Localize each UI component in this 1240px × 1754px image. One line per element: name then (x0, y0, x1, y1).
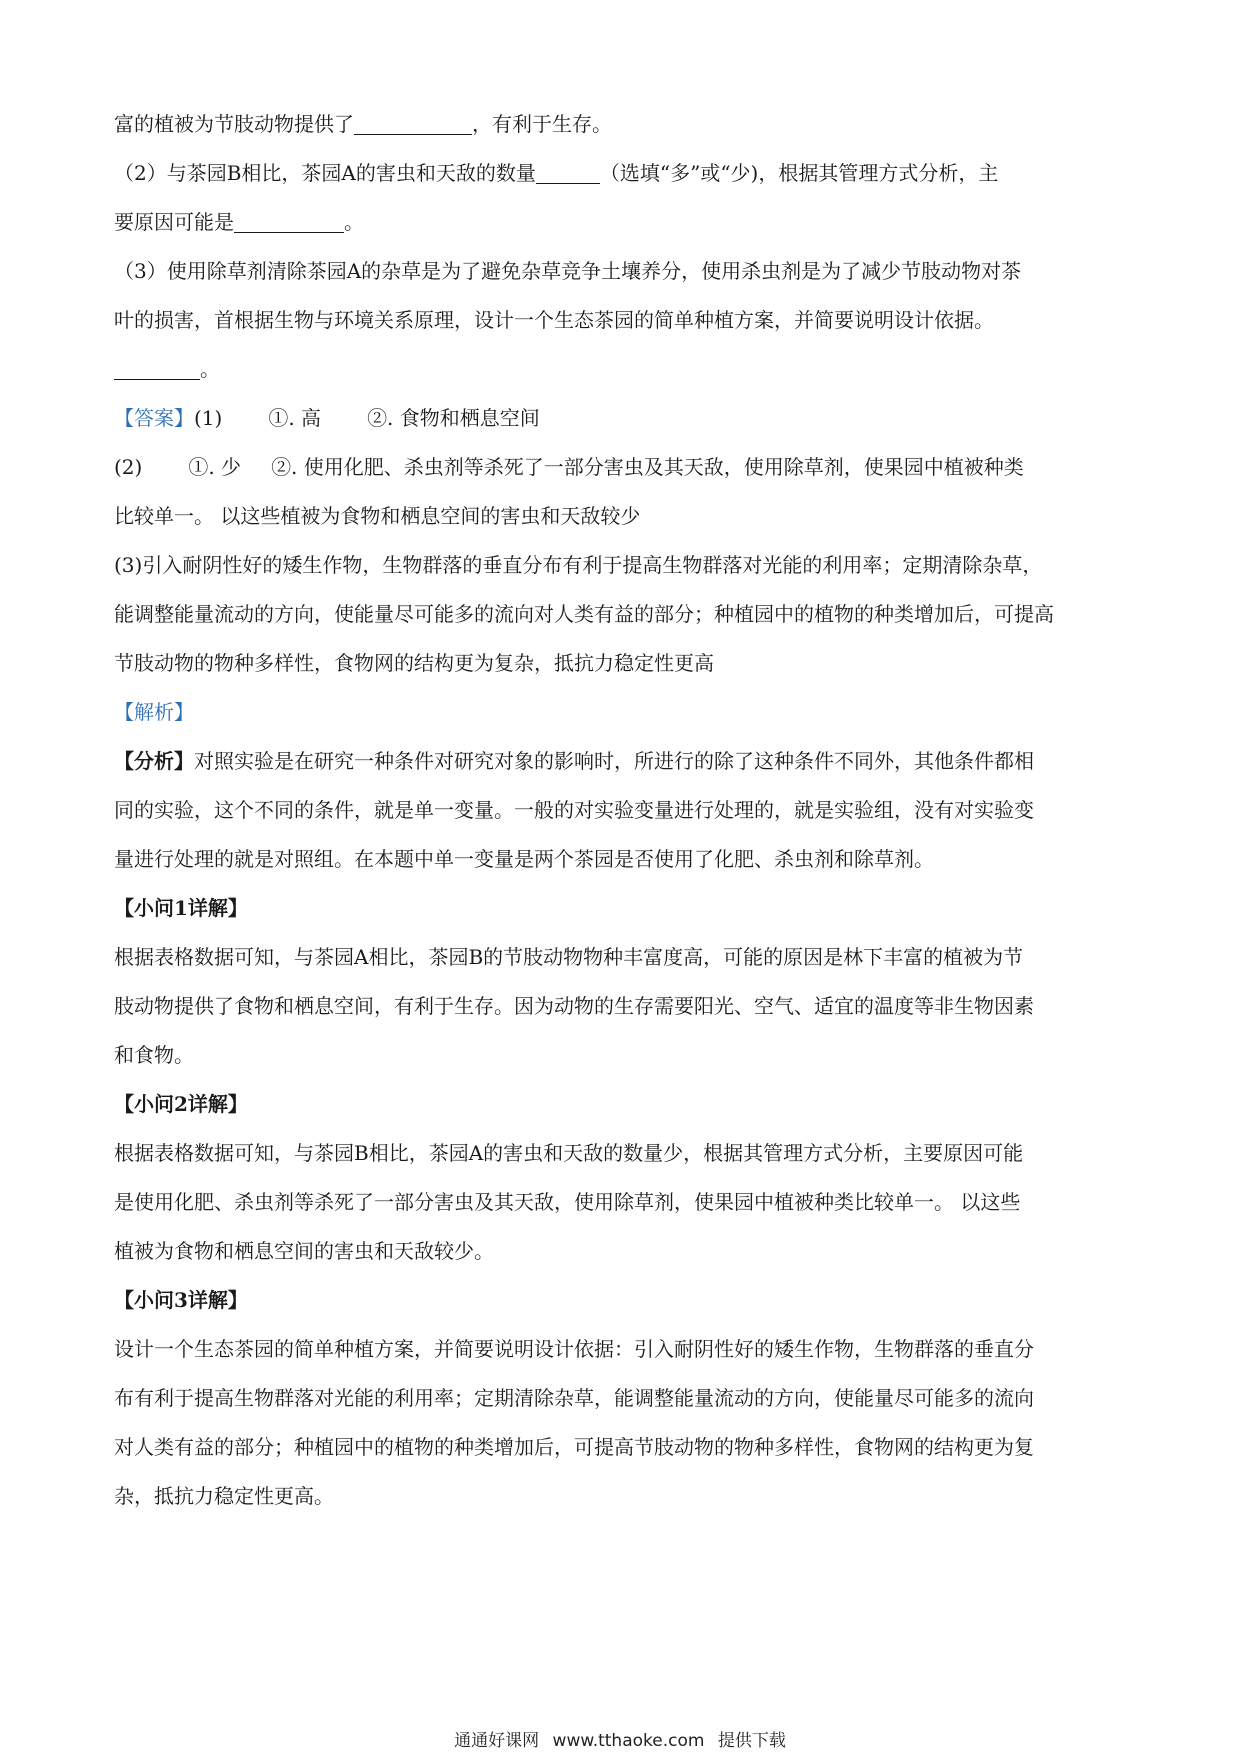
question-2-line-1 (114, 149, 1134, 198)
subquestion-2-line-2 (114, 1178, 1134, 1227)
answer-text: 比较单一。 以这些植被为食物和栖息空间的害虫和天敌较少 (114, 504, 641, 528)
answer-line-1 (114, 394, 1134, 443)
answer-line-3 (114, 492, 1134, 541)
fenxi-label: 【分析】 (114, 749, 194, 773)
question-3-line-1 (114, 247, 1134, 296)
section-label: 【小问3详解】 (114, 1288, 248, 1312)
section-label: 【小问2详解】 (114, 1092, 248, 1116)
analysis-text: 同的实验，这个不同的条件，就是单一变量。一般的对实验变量进行处理的，就是实验组，没有对实验变 (114, 798, 1034, 822)
subquestion-3-line-4 (114, 1472, 1134, 1521)
question-text: 。 (344, 210, 364, 234)
analysis-text: 植被为食物和栖息空间的害虫和天敌较少。 (114, 1239, 494, 1263)
answer-line-2 (114, 443, 1134, 492)
analysis-text: 是使用化肥、杀虫剂等杀死了一部分害虫及其天敌，使用除草剂，使果园中植被种类比较单一。 以这些 (114, 1190, 1021, 1214)
analysis-text: 和食物。 (114, 1043, 194, 1067)
answer-line-6 (114, 639, 1134, 688)
question-text: 要原因可能是 (114, 210, 234, 234)
footer-site-name: 通通好课网 (454, 1731, 540, 1751)
analysis-text: 肢动物提供了食物和栖息空间，有利于生存。因为动物的生存需要阳光、空气、适宜的温度等非生物因素 (114, 994, 1034, 1018)
analysis-text: 对人类有益的部分；种植园中的植物的种类增加后，可提高节肢动物的物种多样性，食物网的结构更为复 (114, 1435, 1034, 1459)
answer-item: ②. 使用化肥、杀虫剂等杀死了一部分害虫及其天敌，使用除草剂，使果园中植被种类 (271, 455, 1024, 479)
analysis-text: 对照实验是在研究一种条件对研究对象的影响时，所进行的除了这种条件不同外，其他条件都相 (194, 749, 1034, 773)
subquestion-1-line-2 (114, 982, 1134, 1031)
answer-line-5 (114, 590, 1134, 639)
subquestion-1-label (114, 884, 1134, 933)
answer-text: 节肢动物的物种多样性，食物网的结构更为复杂，抵抗力稳定性更高 (114, 651, 714, 675)
subquestion-1-line-1 (114, 933, 1134, 982)
fill-blank[interactable] (234, 210, 344, 233)
analysis-text: 根据表格数据可知，与茶园B相比，茶园A的害虫和天敌的数量少，根据其管理方式分析，主要原因可能 (114, 1141, 1024, 1165)
answer-label: 【答案】 (114, 406, 194, 430)
subquestion-1-line-3 (114, 1031, 1134, 1080)
question-text: 叶的损害，首根据生物与环境关系原理，设计一个生态茶园的简单种植方案，并简要说明设计依据。 (114, 308, 994, 332)
subquestion-2-line-1 (114, 1129, 1134, 1178)
analysis-label: 【解析】 (114, 700, 194, 724)
fenxi-line-1 (114, 737, 1134, 786)
analysis-text: 设计一个生态茶园的简单种植方案，并简要说明设计依据：引入耐阴性好的矮生作物，生物群落的垂直分 (114, 1337, 1034, 1361)
question-3-line-3 (114, 345, 1134, 394)
answer-item: ①. 少 (188, 455, 242, 479)
fenxi-line-3 (114, 835, 1134, 884)
subquestion-3-line-2 (114, 1374, 1134, 1423)
answer-item: ①. 高 (268, 406, 322, 430)
analysis-text: 杂，抵抗力稳定性更高。 (114, 1484, 334, 1508)
question-text: 富的植被为节肢动物提供了 (114, 112, 354, 136)
subquestion-2-label (114, 1080, 1134, 1129)
subquestion-3-line-1 (114, 1325, 1134, 1374)
footer-url[interactable]: www.tthaoke.com (552, 1731, 705, 1751)
footer-tail: 提供下载 (717, 1731, 786, 1751)
question-line-1 (114, 100, 1134, 149)
answer-line-4 (114, 541, 1134, 590)
fenxi-line-2 (114, 786, 1134, 835)
question-text: （3）使用除草剂清除茶园A的杂草是为了避免杂草竞争土壤养分，使用杀虫剂是为了减少节肢动物对茶 (114, 259, 1022, 283)
analysis-header (114, 688, 1134, 737)
answer-number: (1) (194, 406, 223, 430)
answer-text: (3)引入耐阴性好的矮生作物，生物群落的垂直分布有利于提高生物群落对光能的利用率；定期清除杂草， (114, 553, 1043, 577)
subquestion-3-label (114, 1276, 1134, 1325)
subquestion-3-line-3 (114, 1423, 1134, 1472)
question-text: （选填“多”或“少)，根据其管理方式分析，主 (599, 161, 999, 185)
fill-blank[interactable] (114, 357, 200, 380)
question-text: （2）与茶园B相比，茶园A的害虫和天敌的数量 (114, 161, 536, 185)
answer-number: (2) (114, 455, 143, 479)
answer-text: 能调整能量流动的方向，使能量尽可能多的流向对人类有益的部分；种植园中的植物的种类增加后，可提高 (114, 602, 1054, 626)
fill-blank[interactable] (536, 161, 600, 184)
question-text: ，有利于生存。 (472, 112, 612, 136)
subquestion-2-line-3 (114, 1227, 1134, 1276)
analysis-text: 布有利于提高生物群落对光能的利用率；定期清除杂草，能调整能量流动的方向，使能量尽可能多的流向 (114, 1386, 1034, 1410)
document-body (114, 100, 1134, 1521)
analysis-text: 量进行处理的就是对照组。在本题中单一变量是两个茶园是否使用了化肥、杀虫剂和除草剂。 (114, 847, 934, 871)
answer-item: ②. 食物和栖息空间 (367, 406, 540, 430)
analysis-text: 根据表格数据可知，与茶园A相比，茶园B的节肢动物物种丰富度高，可能的原因是林下丰富的植被为节 (114, 945, 1024, 969)
question-3-line-2 (114, 296, 1134, 345)
page-footer (0, 1726, 1240, 1751)
question-2-line-2 (114, 198, 1134, 247)
question-text: 。 (200, 357, 220, 381)
fill-blank[interactable] (354, 112, 472, 135)
section-label: 【小问1详解】 (114, 896, 248, 920)
